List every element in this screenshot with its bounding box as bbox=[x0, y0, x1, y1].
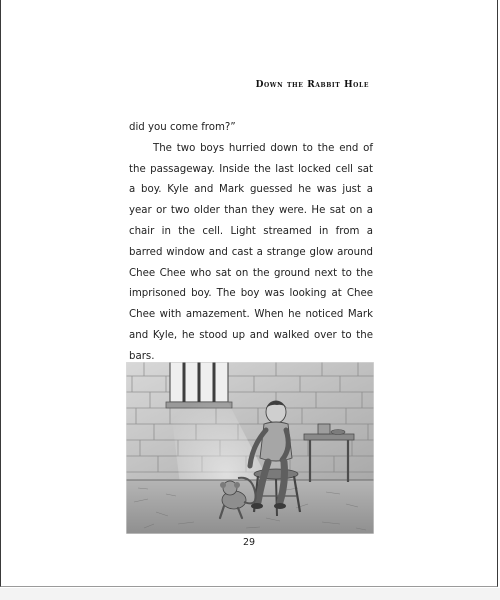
body-text bbox=[129, 118, 373, 368]
paragraph-continuation: did you come from?” bbox=[129, 122, 236, 133]
page-number: 29 bbox=[242, 537, 256, 548]
barred-window bbox=[166, 362, 232, 408]
page-bottom-edge bbox=[0, 588, 500, 600]
illustration-boy-in-cell bbox=[126, 362, 374, 534]
running-head: Down the Rabbit Hole bbox=[255, 80, 369, 90]
paragraph: The two boys hurried down to the end of the passageway. Inside the last locked cell sat a boy. Kyle and Mark guessed he was just a year or two older than they were. He sat on a chair in the cell. Light streamed in from a barred window and cast a strange glow around Chee Chee who sat on the ground next to the imprisoned boy. The boy was looking at Chee Chee with amazement. When he noticed Mark and Kyle, he stood up and walked over to the bars. bbox=[129, 142, 373, 362]
